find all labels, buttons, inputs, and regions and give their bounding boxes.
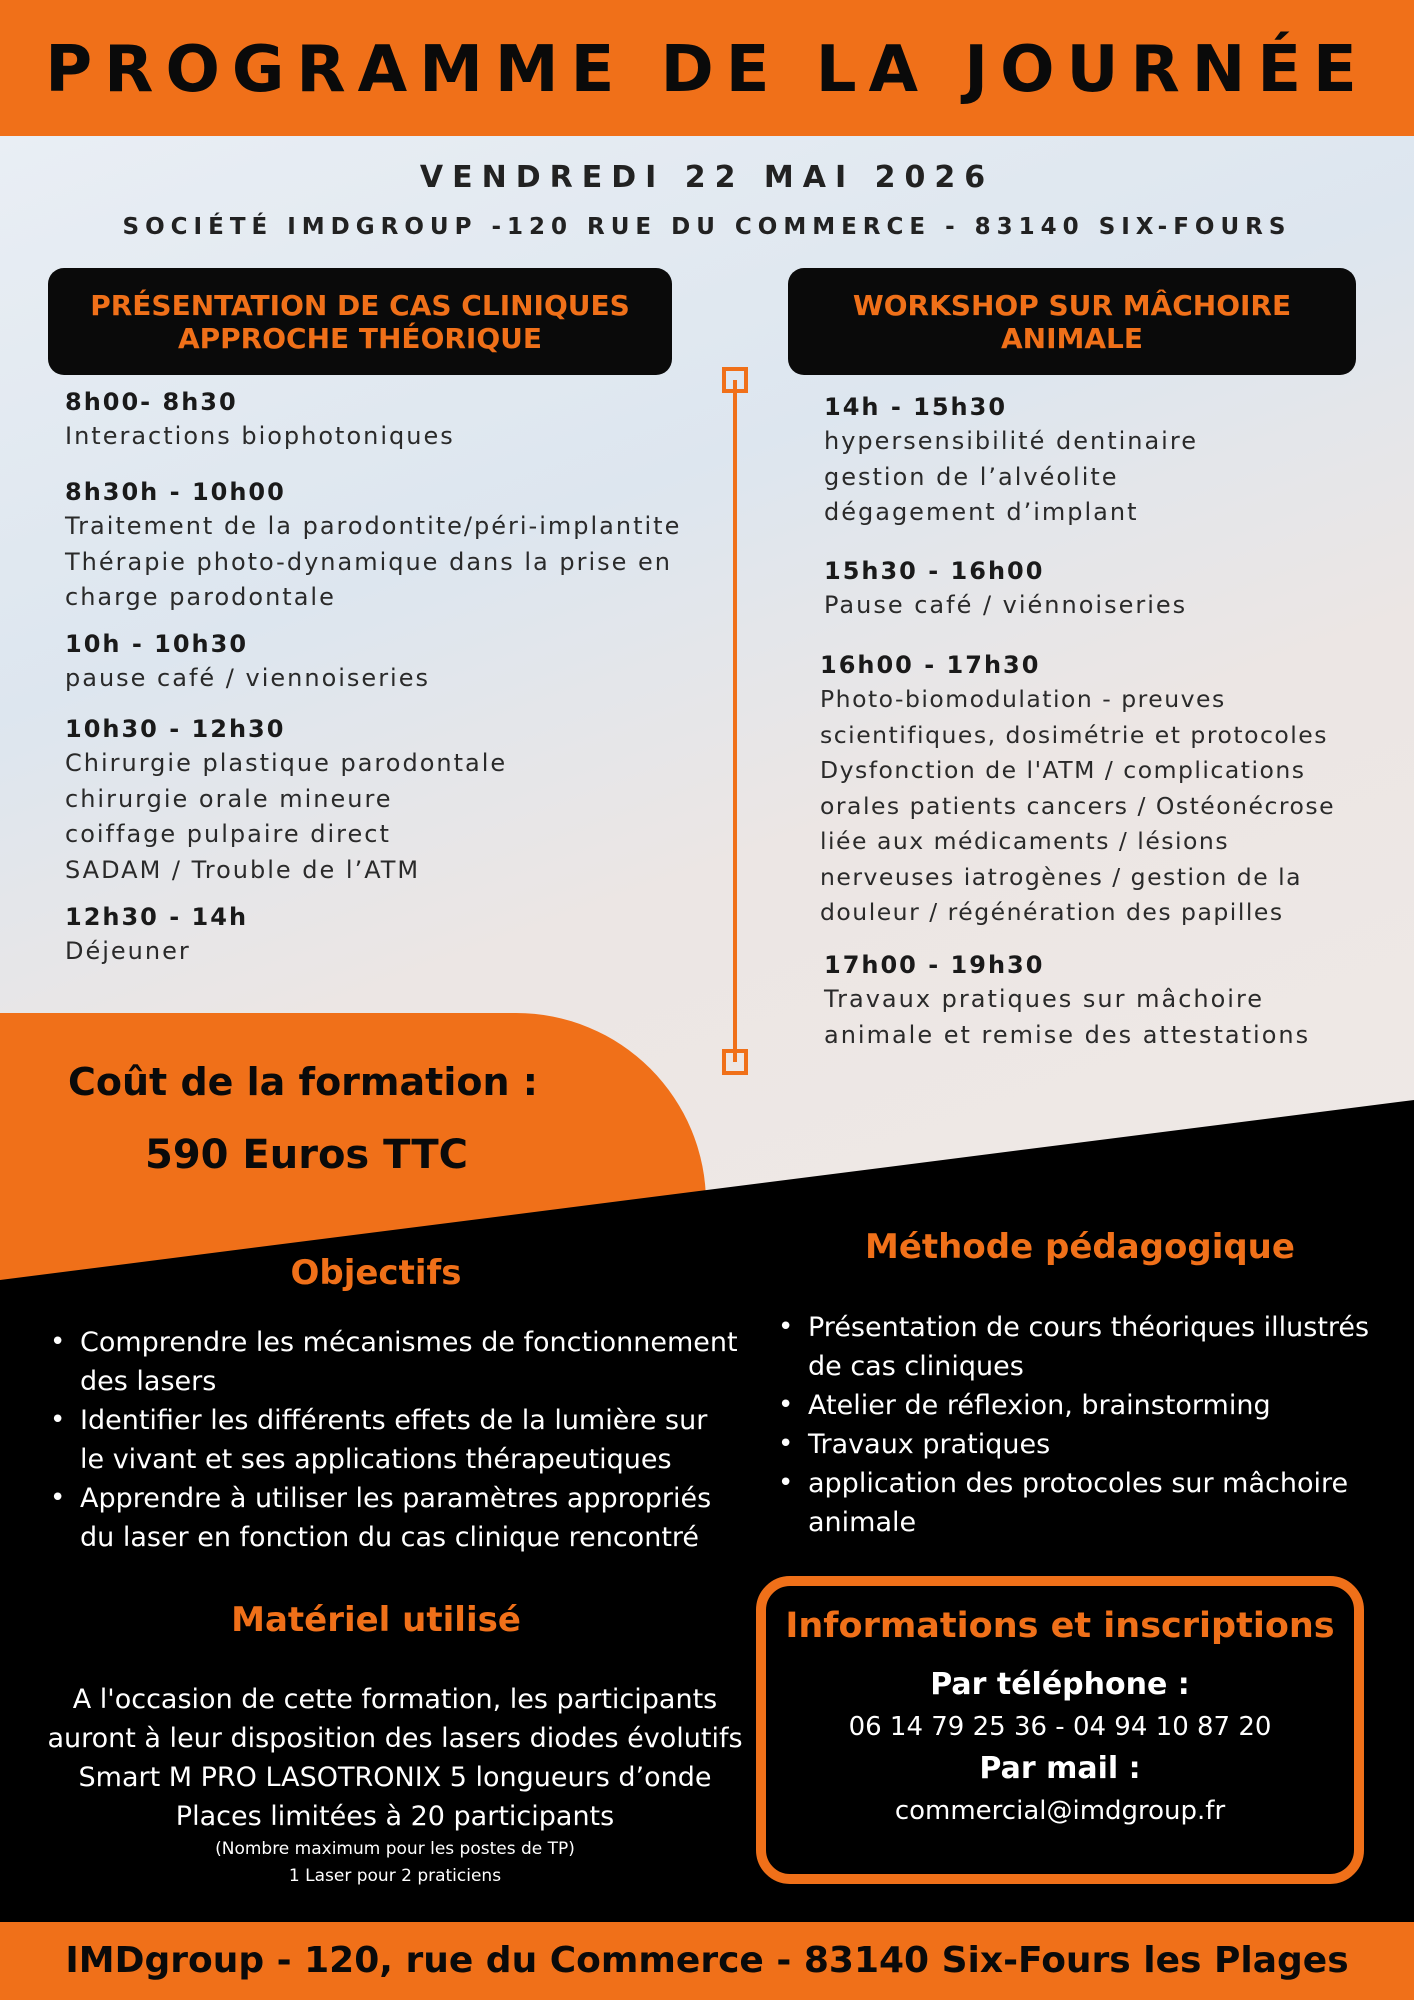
program-description: Interactions biophotoniques — [65, 422, 455, 450]
event-address: SOCIÉTÉ IMDGROUP -120 RUE DU COMMERCE - 83140 SIX-FOURS — [122, 214, 1292, 240]
program-item — [65, 385, 745, 455]
program-time: 14h - 15h30 — [824, 393, 1008, 421]
list-item: • Apprendre à utiliser les paramètres appropriés du laser en fonction du cas clinique rencontré — [80, 1479, 740, 1557]
materiel-note: (Nombre maximum pour les postes de TP) — [215, 1839, 575, 1859]
cost-label: Coût de la formation : — [68, 1060, 538, 1104]
program-description: Déjeuner — [65, 937, 191, 965]
morning-section-header — [48, 268, 672, 375]
program-time: 15h30 - 16h00 — [824, 557, 1045, 585]
methode-title: Méthode pédagogique — [865, 1227, 1295, 1267]
footer-address: IMDgroup - 120, rue du Commerce - 83140 Six-Fours les Plages — [65, 1940, 1349, 1981]
list-item: • Présentation de cours théoriques illustrés de cas cliniques — [808, 1308, 1408, 1386]
afternoon-section-header — [788, 268, 1356, 375]
event-date: VENDREDI 22 MAI 2026 — [419, 160, 995, 195]
timeline-end-marker — [722, 1049, 748, 1075]
program-item — [65, 712, 745, 888]
program-item — [65, 475, 745, 616]
program-time: 10h - 10h30 — [65, 630, 249, 658]
objectifs-title: Objectifs — [290, 1253, 462, 1293]
phone-number[interactable]: 06 14 79 25 36 - 04 94 10 87 20 — [848, 1712, 1272, 1742]
info-contacts — [756, 1664, 1364, 1832]
afternoon-section-title: WORKSHOP SUR MÂCHOIRE ANIMALE — [852, 288, 1292, 355]
program-item — [65, 900, 745, 970]
program-item — [824, 390, 1404, 531]
list-item: • Atelier de réflexion, brainstorming — [808, 1386, 1408, 1425]
program-description: Pause café / viénnoiseries — [824, 591, 1188, 619]
program-description: Traitement de la parodontite/péri-implantite Thérapie photo-dynamique dans la prise en charge parodontale — [65, 512, 682, 611]
materiel-note: 1 Laser pour 2 praticiens — [288, 1866, 502, 1886]
mail-label: Par mail : — [979, 1751, 1141, 1786]
mail-address[interactable]: commercial@imdgroup.fr — [894, 1796, 1226, 1826]
list-item: • Travaux pratiques — [808, 1425, 1408, 1464]
program-item — [824, 554, 1404, 624]
program-item — [824, 948, 1404, 1053]
morning-section-title: PRÉSENTATION DE CAS CLINIQUES APPROCHE THÉORIQUE — [90, 288, 630, 355]
list-item: • Identifier les différents effets de la lumière sur le vivant et ses applications thérapeutiques — [80, 1401, 740, 1479]
program-time: 12h30 - 14h — [65, 903, 249, 931]
list-item: • Comprendre les mécanismes de fonctionnement des lasers — [80, 1323, 740, 1401]
materiel-line: A l'occasion de cette formation, les participants — [72, 1684, 718, 1715]
program-description: pause café / viennoiseries — [65, 664, 430, 692]
materiel-line: Places limitées à 20 participants — [175, 1801, 615, 1832]
methode-list — [774, 1308, 1408, 1542]
program-time: 8h00- 8h30 — [65, 388, 238, 416]
phone-label: Par téléphone : — [930, 1667, 1190, 1702]
cost-value: 590 Euros TTC — [145, 1132, 469, 1178]
page-title: PROGRAMME DE LA JOURNÉE — [45, 33, 1369, 107]
program-description: hypersensibilité dentinaire gestion de l’alvéolite dégagement d’implant — [824, 427, 1198, 526]
materiel-text — [30, 1680, 760, 1890]
list-item: • application des protocoles sur mâchoire animale — [808, 1464, 1408, 1542]
objectifs-list — [46, 1323, 740, 1557]
program-item — [820, 648, 1410, 931]
program-time: 17h00 - 19h30 — [824, 951, 1045, 979]
materiel-line: auront à leur disposition des lasers diodes évolutifs — [47, 1723, 743, 1754]
program-time: 16h00 - 17h30 — [820, 651, 1041, 679]
program-item — [65, 627, 745, 697]
program-description: Photo-biomodulation - preuves scientifiques, dosimétrie et protocoles Dysfonction de l'ATM / complications orales patients cancers / Ostéonécrose liée aux médicaments / lésions nerveuses iatrogènes / gestion de la douleur / régénération des papilles — [820, 685, 1336, 926]
program-time: 10h30 - 12h30 — [65, 715, 286, 743]
program-description: Travaux pratiques sur mâchoire animale et remise des attestations — [824, 985, 1311, 1049]
program-description: Chirurgie plastique parodontale chirurgie orale mineure coiffage pulpaire direct SADAM / Trouble de l’ATM — [65, 749, 508, 884]
materiel-line: Smart M PRO LASOTRONIX 5 longueurs d’onde — [78, 1762, 712, 1793]
materiel-title: Matériel utilisé — [231, 1600, 521, 1640]
info-title: Informations et inscriptions — [785, 1606, 1335, 1646]
program-time: 8h30h - 10h00 — [65, 478, 286, 506]
